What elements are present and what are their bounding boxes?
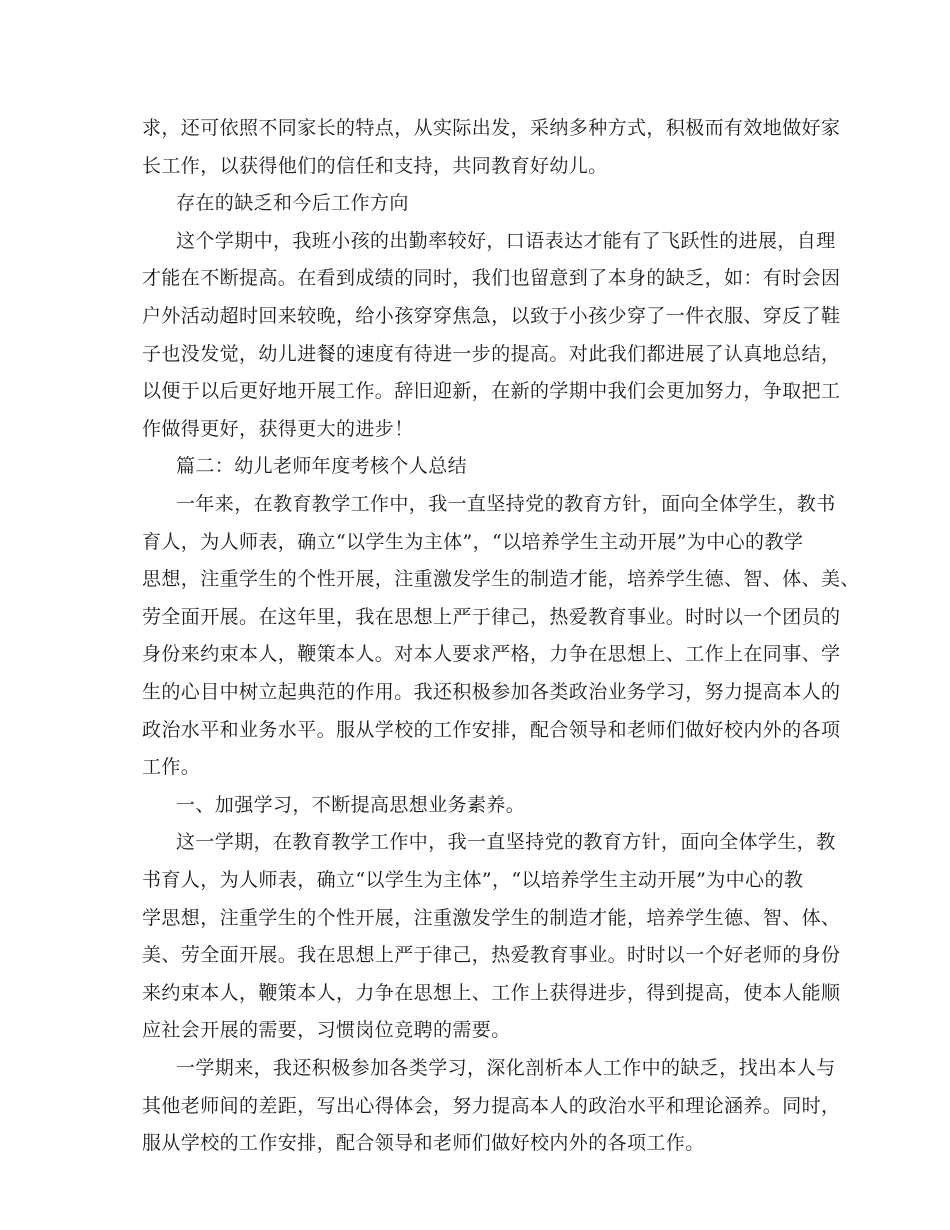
text-line: 户外活动超时回来较晚，给小孩穿穿焦急，以致于小孩少穿了一件衣服、穿反了鞋 bbox=[142, 305, 841, 327]
text-line: 来约束本人，鞭策本人，力争在思想上、工作上获得进步，得到提高，使本人能顺 bbox=[142, 982, 841, 1004]
text-line: 长工作，以获得他们的信任和支持，共同教育好幼儿。 bbox=[142, 155, 608, 177]
section-heading: 篇二：幼儿老师年度考核个人总结 bbox=[176, 455, 468, 477]
text-line: 书育人，为人师表，确立“以学生为主体”，“以培养学生主动开展”为中心的教 bbox=[142, 869, 804, 891]
text-line: 应社会开展的需要，习惯岗位竞聘的需要。 bbox=[142, 1019, 511, 1041]
section-heading: 一、加强学习，不断提高思想业务素养。 bbox=[176, 794, 526, 816]
text-line: 美、劳全面开展。我在思想上严于律己，热爱教育事业。时时以一个好老师的身份 bbox=[142, 944, 841, 966]
text-line: 育人，为人师表，确立“以学生为主体”，“以培养学生主动开展”为中心的教学 bbox=[142, 531, 804, 553]
text-line: 身份来约束本人，鞭策本人。对本人要求严格，力争在思想上、工作上在同事、学 bbox=[142, 643, 841, 665]
text-line: 服从学校的工作安排，配合领导和老师们做好校内外的各项工作。 bbox=[142, 1132, 705, 1154]
section-heading: 存在的缺乏和今后工作方向 bbox=[176, 192, 409, 214]
text-line: 工作。 bbox=[142, 756, 201, 778]
text-line: 生的心目中树立起典范的作用。我还积极参加各类政治业务学习，努力提高本人的 bbox=[142, 681, 841, 703]
text-line: 这一学期，在教育教学工作中，我一直坚持党的教育方针，面向全体学生，教 bbox=[176, 831, 836, 853]
text-line: 以便于以后更好地开展工作。辞旧迎新，在新的学期中我们会更加努力，争取把工 bbox=[142, 380, 841, 402]
text-line: 这个学期中，我班小孩的出勤率较好，口语表达才能有了飞跃性的进展，自理 bbox=[176, 230, 836, 252]
text-line: 思想，注重学生的个性开展，注重激发学生的制造才能，培养学生德、智、体、美、 bbox=[142, 568, 860, 590]
text-line: 一年来，在教育教学工作中，我一直坚持党的教育方针，面向全体学生，教书 bbox=[176, 493, 836, 515]
text-line: 作做得更好，获得更大的进步！ bbox=[142, 418, 414, 440]
text-line: 一学期来，我还积极参加各类学习，深化剖析本人工作中的缺乏，找出本人与 bbox=[176, 1057, 836, 1079]
text-line: 才能在不断提高。在看到成绩的同时，我们也留意到了本身的缺乏，如：有时会因 bbox=[142, 267, 841, 289]
text-line: 劳全面开展。在这年里，我在思想上严于律己，热爱教育事业。时时以一个团员的 bbox=[142, 606, 841, 628]
text-line: 政治水平和业务水平。服从学校的工作安排，配合领导和老师们做好校内外的各项 bbox=[142, 719, 841, 741]
text-line: 学思想，注重学生的个性开展，注重激发学生的制造才能，培养学生德、智、体、 bbox=[142, 907, 841, 929]
text-line: 求，还可依照不同家长的特点，从实际出发，采纳多种方式，积极而有效地做好家 bbox=[142, 117, 841, 139]
text-line: 子也没发觉，幼儿进餐的速度有待进一步的提高。对此我们都进展了认真地总结， bbox=[142, 343, 841, 365]
text-line: 其他老师间的差距，写出心得体会，努力提高本人的政治水平和理论涵养。同时， bbox=[142, 1095, 841, 1117]
